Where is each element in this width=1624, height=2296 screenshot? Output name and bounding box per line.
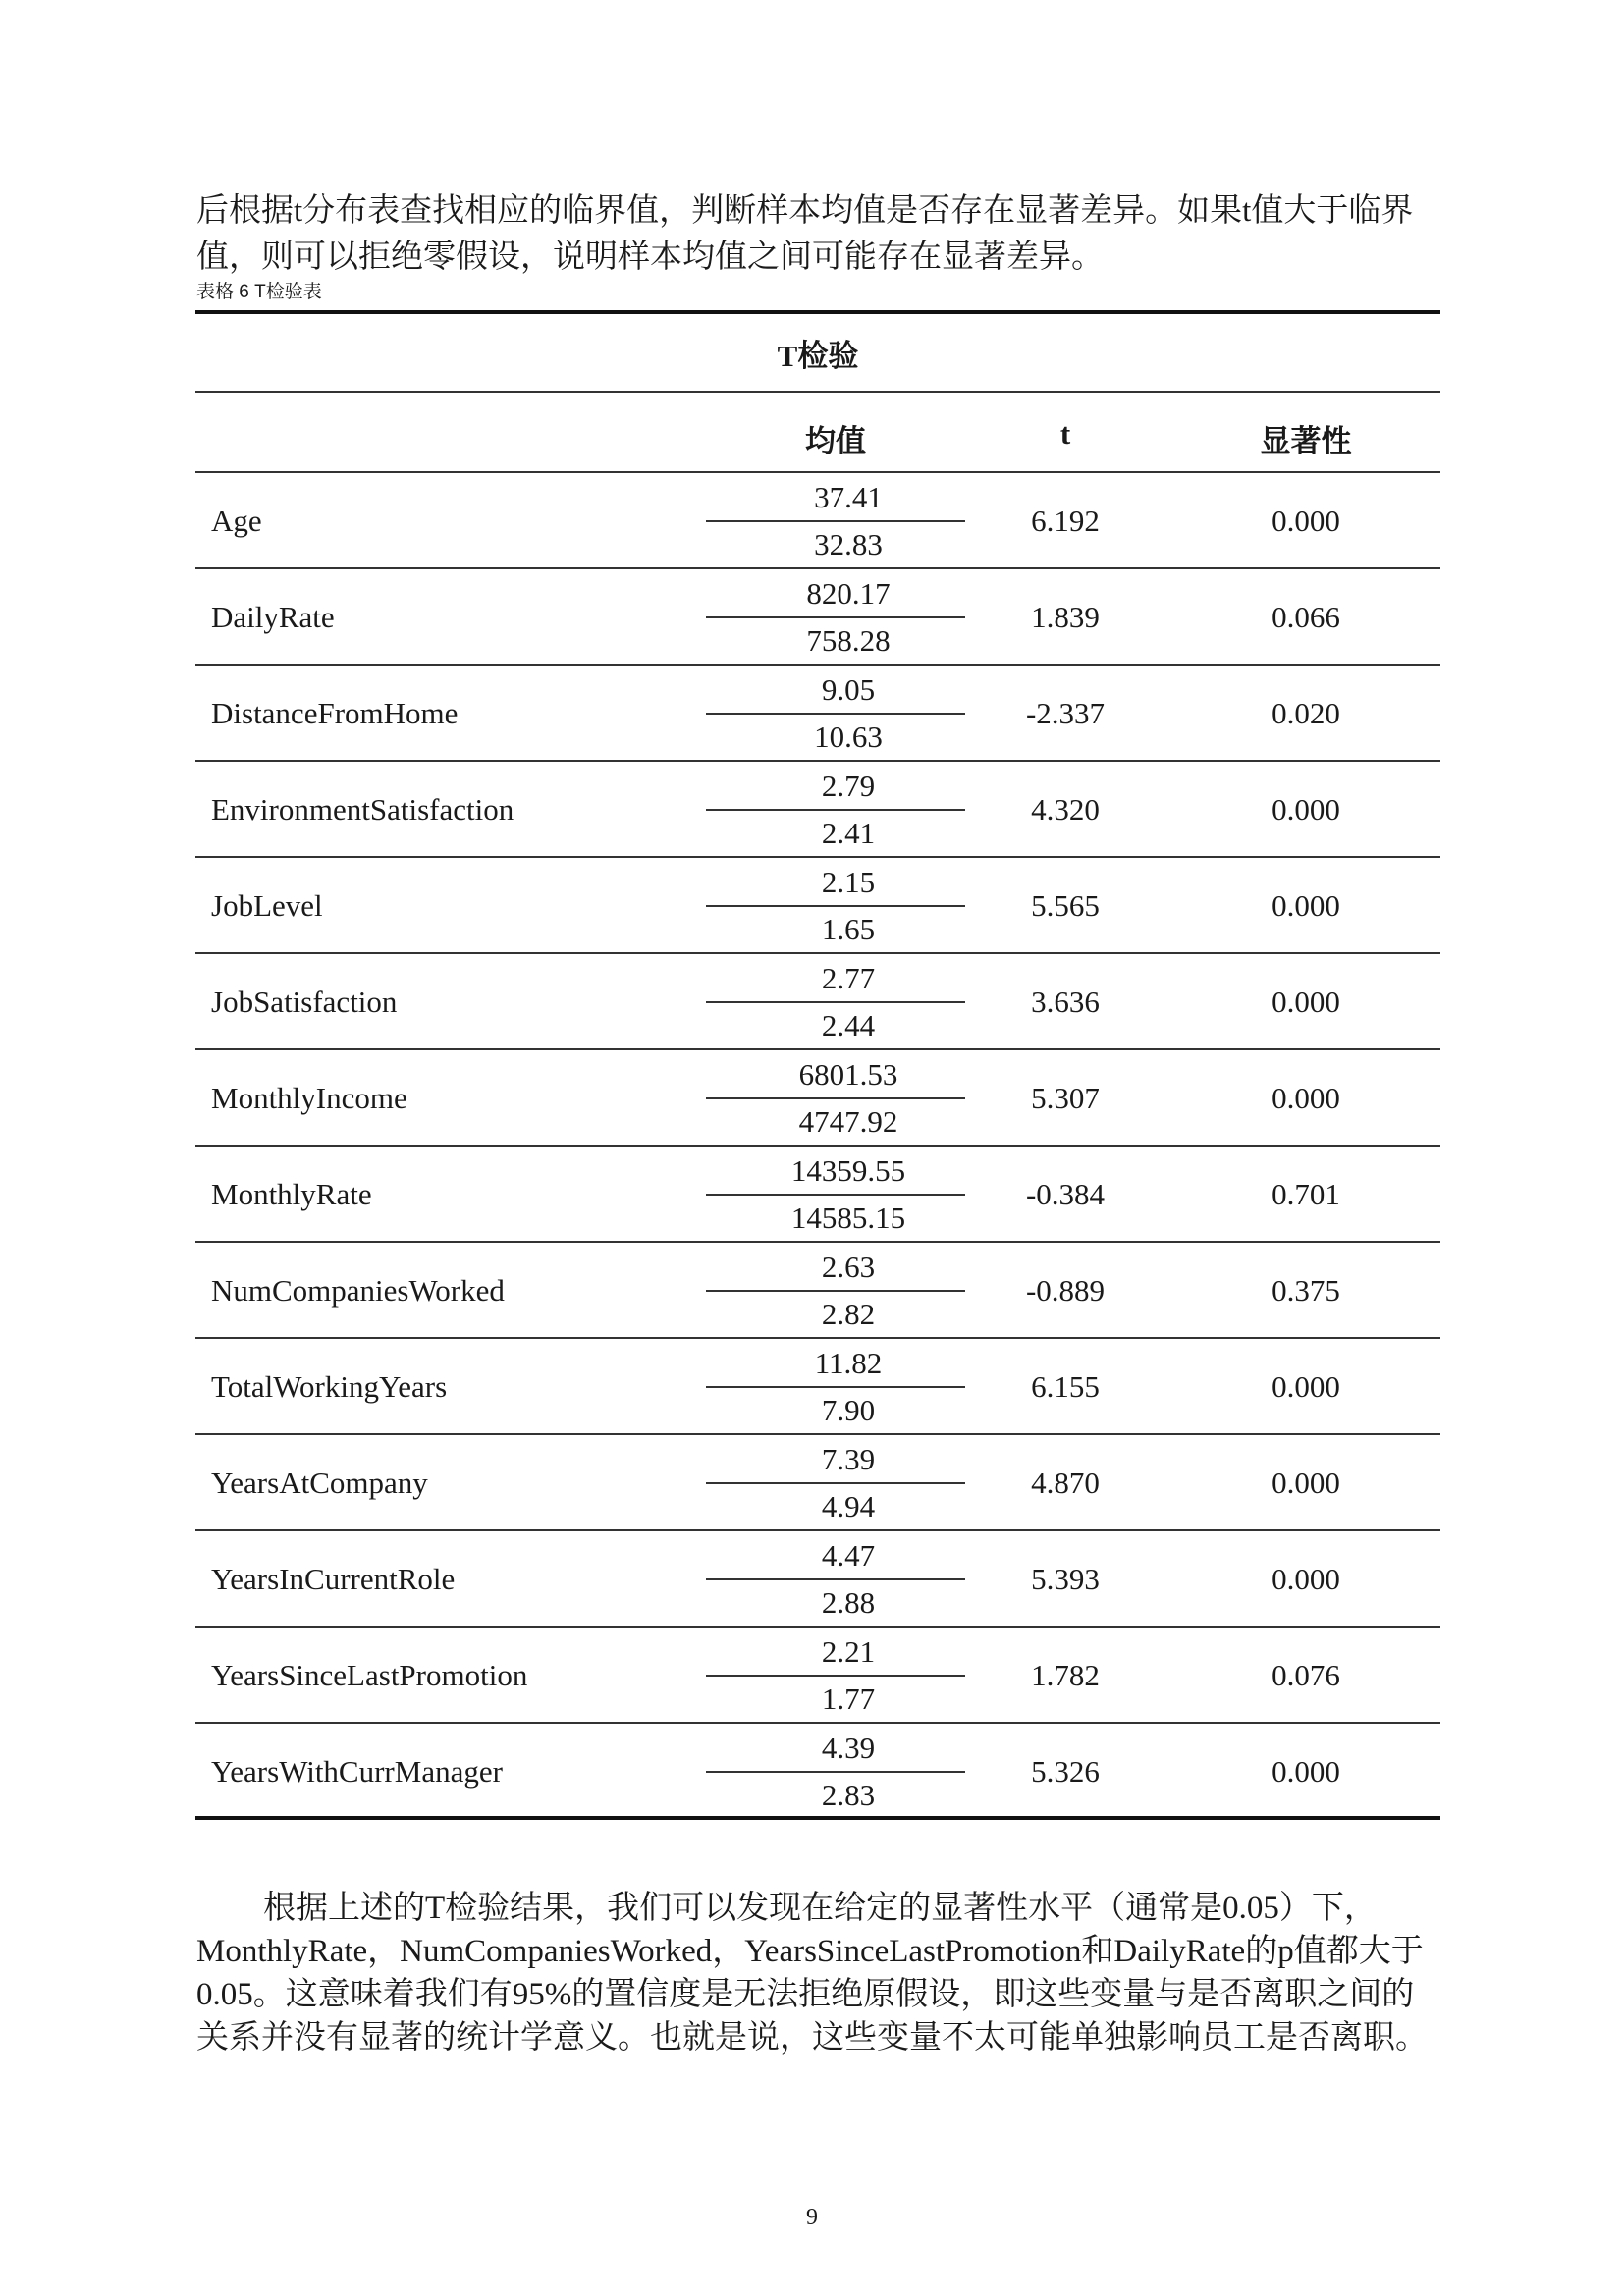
mean-value-1: 6801.53 xyxy=(798,1057,898,1092)
table-row xyxy=(195,1339,1440,1435)
significance-cell: 0.020 xyxy=(1272,696,1340,730)
mean-divider xyxy=(706,616,965,618)
mean-divider xyxy=(706,1194,965,1196)
variable-cell: YearsInCurrentRole xyxy=(211,1562,456,1596)
table-row xyxy=(195,1531,1440,1628)
mean-value-2: 32.83 xyxy=(814,527,883,561)
mean-divider xyxy=(706,905,965,907)
mean-value-1: 9.05 xyxy=(821,672,876,707)
mean-value-1: 2.21 xyxy=(821,1634,876,1669)
variable-cell: YearsAtCompany xyxy=(211,1466,428,1500)
mean-divider xyxy=(706,1001,965,1003)
variable-cell: TotalWorkingYears xyxy=(211,1369,448,1404)
variable-cell: JobSatisfaction xyxy=(211,985,398,1019)
t-value-cell: 4.320 xyxy=(1031,792,1100,827)
header-t: t xyxy=(1059,416,1071,451)
table-row xyxy=(195,1435,1440,1531)
page-number: 9 xyxy=(806,2205,818,2230)
mean-value-2: 2.88 xyxy=(821,1585,876,1620)
variable-cell: JobLevel xyxy=(211,888,323,923)
t-value-cell: 1.839 xyxy=(1031,600,1100,634)
mean-divider xyxy=(706,1386,965,1388)
t-value-cell: 3.636 xyxy=(1031,985,1100,1019)
mean-value-2: 2.83 xyxy=(821,1778,876,1812)
header-mean: 均值 xyxy=(805,424,866,458)
mean-divider xyxy=(706,1578,965,1580)
mean-value-1: 820.17 xyxy=(806,576,891,611)
t-value-cell: 1.782 xyxy=(1031,1658,1100,1692)
variable-cell: NumCompaniesWorked xyxy=(211,1273,505,1308)
variable-cell: DailyRate xyxy=(211,600,335,634)
variable-cell: YearsWithCurrManager xyxy=(211,1754,503,1789)
mean-value-2: 2.82 xyxy=(821,1297,876,1331)
table-row xyxy=(195,1147,1440,1243)
mean-value-1: 4.39 xyxy=(821,1731,876,1765)
intro-paragraph: 后根据t分布表查找相应的临界值，判断样本均值是否存在显著差异。如果t值大于临界值，则可以拒绝零假设，说明样本均值之间可能存在显著差异。 xyxy=(196,193,1414,275)
table-row xyxy=(195,1243,1440,1339)
mean-divider xyxy=(706,809,965,811)
variable-cell: YearsSinceLastPromotion xyxy=(211,1658,528,1692)
t-value-cell: 5.307 xyxy=(1031,1081,1100,1115)
variable-cell: DistanceFromHome xyxy=(211,696,459,730)
table-body xyxy=(195,473,1440,1820)
significance-cell: 0.066 xyxy=(1272,600,1340,634)
mean-value-2: 1.65 xyxy=(821,912,876,946)
significance-cell: 0.000 xyxy=(1272,1466,1340,1500)
t-value-cell: -0.384 xyxy=(1025,1177,1106,1211)
mean-value-1: 2.77 xyxy=(821,961,876,995)
mean-value-2: 1.77 xyxy=(821,1682,876,1716)
table-row xyxy=(195,954,1440,1050)
significance-cell: 0.000 xyxy=(1272,504,1340,538)
table-title: T检验 xyxy=(195,310,1440,393)
mean-divider xyxy=(706,1675,965,1677)
significance-cell: 0.000 xyxy=(1272,1081,1340,1115)
mean-value-2: 7.90 xyxy=(821,1393,876,1427)
variable-cell: MonthlyRate xyxy=(211,1177,372,1211)
significance-cell: 0.375 xyxy=(1272,1273,1340,1308)
table-row xyxy=(195,1050,1440,1147)
mean-divider xyxy=(706,520,965,522)
significance-cell: 0.000 xyxy=(1272,1754,1340,1789)
mean-value-1: 2.15 xyxy=(821,865,876,899)
mean-value-2: 758.28 xyxy=(806,623,891,658)
significance-cell: 0.000 xyxy=(1272,985,1340,1019)
significance-cell: 0.000 xyxy=(1272,792,1340,827)
mean-value-1: 2.79 xyxy=(821,769,876,803)
variable-cell: Age xyxy=(211,504,262,538)
table-row xyxy=(195,1724,1440,1820)
table-header-row xyxy=(195,393,1440,473)
mean-divider xyxy=(706,1771,965,1773)
table-row xyxy=(195,569,1440,666)
t-test-table xyxy=(195,310,1440,1820)
t-value-cell: 4.870 xyxy=(1031,1466,1100,1500)
significance-cell: 0.000 xyxy=(1272,1369,1340,1404)
table-row xyxy=(195,762,1440,858)
t-value-cell: 5.326 xyxy=(1031,1754,1100,1789)
mean-divider xyxy=(706,1290,965,1292)
table-row xyxy=(195,473,1440,569)
table-row xyxy=(195,666,1440,762)
t-value-cell: -0.889 xyxy=(1025,1273,1106,1308)
mean-value-2: 14585.15 xyxy=(790,1201,906,1235)
mean-divider xyxy=(706,713,965,715)
mean-value-1: 14359.55 xyxy=(790,1153,906,1188)
table-row xyxy=(195,858,1440,954)
t-value-cell: 5.393 xyxy=(1031,1562,1100,1596)
table-caption: 表格 6 T检验表 xyxy=(196,282,322,302)
conclusion-paragraph: 根据上述的T检验结果，我们可以发现在给定的显著性水平（通常是0.05）下，MonthlyRate，NumCompaniesWorked，YearsSinceLastPromotion和DailyRate的p值都大于0.05。这意味着我们有95%的置信度是无法拒绝原假设，即这些变量与是否离职之间的关系并没有显著的统计学意义。也就是说，这些变量不太可能单独影响员工是否离职。 xyxy=(196,1891,1428,2056)
significance-cell: 0.000 xyxy=(1272,1562,1340,1596)
header-significance: 显著性 xyxy=(1260,424,1352,458)
mean-value-1: 37.41 xyxy=(814,480,883,514)
variable-cell: MonthlyIncome xyxy=(211,1081,407,1115)
significance-cell: 0.000 xyxy=(1272,888,1340,923)
mean-divider xyxy=(706,1097,965,1099)
t-value-cell: -2.337 xyxy=(1025,696,1106,730)
mean-value-2: 10.63 xyxy=(814,720,883,754)
t-value-cell: 6.192 xyxy=(1031,504,1100,538)
variable-cell: EnvironmentSatisfaction xyxy=(211,792,514,827)
significance-cell: 0.701 xyxy=(1272,1177,1340,1211)
mean-value-2: 4747.92 xyxy=(798,1104,898,1139)
mean-value-1: 11.82 xyxy=(814,1346,883,1380)
t-value-cell: 5.565 xyxy=(1031,888,1100,923)
mean-value-1: 7.39 xyxy=(821,1442,876,1476)
mean-value-1: 2.63 xyxy=(821,1250,876,1284)
mean-value-2: 4.94 xyxy=(821,1489,876,1523)
mean-value-2: 2.44 xyxy=(821,1008,876,1042)
mean-value-1: 4.47 xyxy=(821,1538,876,1573)
mean-divider xyxy=(706,1482,965,1484)
mean-value-2: 2.41 xyxy=(821,816,876,850)
t-value-cell: 6.155 xyxy=(1031,1369,1100,1404)
table-row xyxy=(195,1628,1440,1724)
significance-cell: 0.076 xyxy=(1272,1658,1340,1692)
